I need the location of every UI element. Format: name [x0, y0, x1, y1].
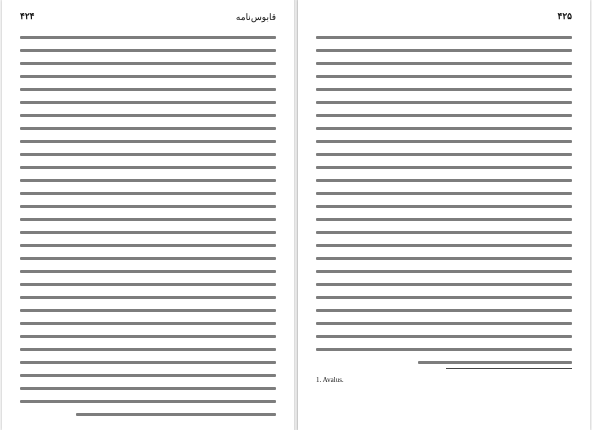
left-running-title: قابوس‌نامه [235, 13, 276, 23]
right-page-number: ۴۲۵ [557, 12, 572, 22]
footnote: 1. Avalus. [316, 376, 344, 384]
left-page-header [20, 12, 276, 26]
right-page-body [316, 36, 572, 374]
right-page-header [316, 12, 572, 26]
left-page-body [20, 36, 276, 426]
left-page-number: ۴۲۴ [20, 12, 35, 22]
left-page [2, 0, 294, 430]
footnote-divider [446, 368, 572, 369]
right-page [298, 0, 590, 430]
